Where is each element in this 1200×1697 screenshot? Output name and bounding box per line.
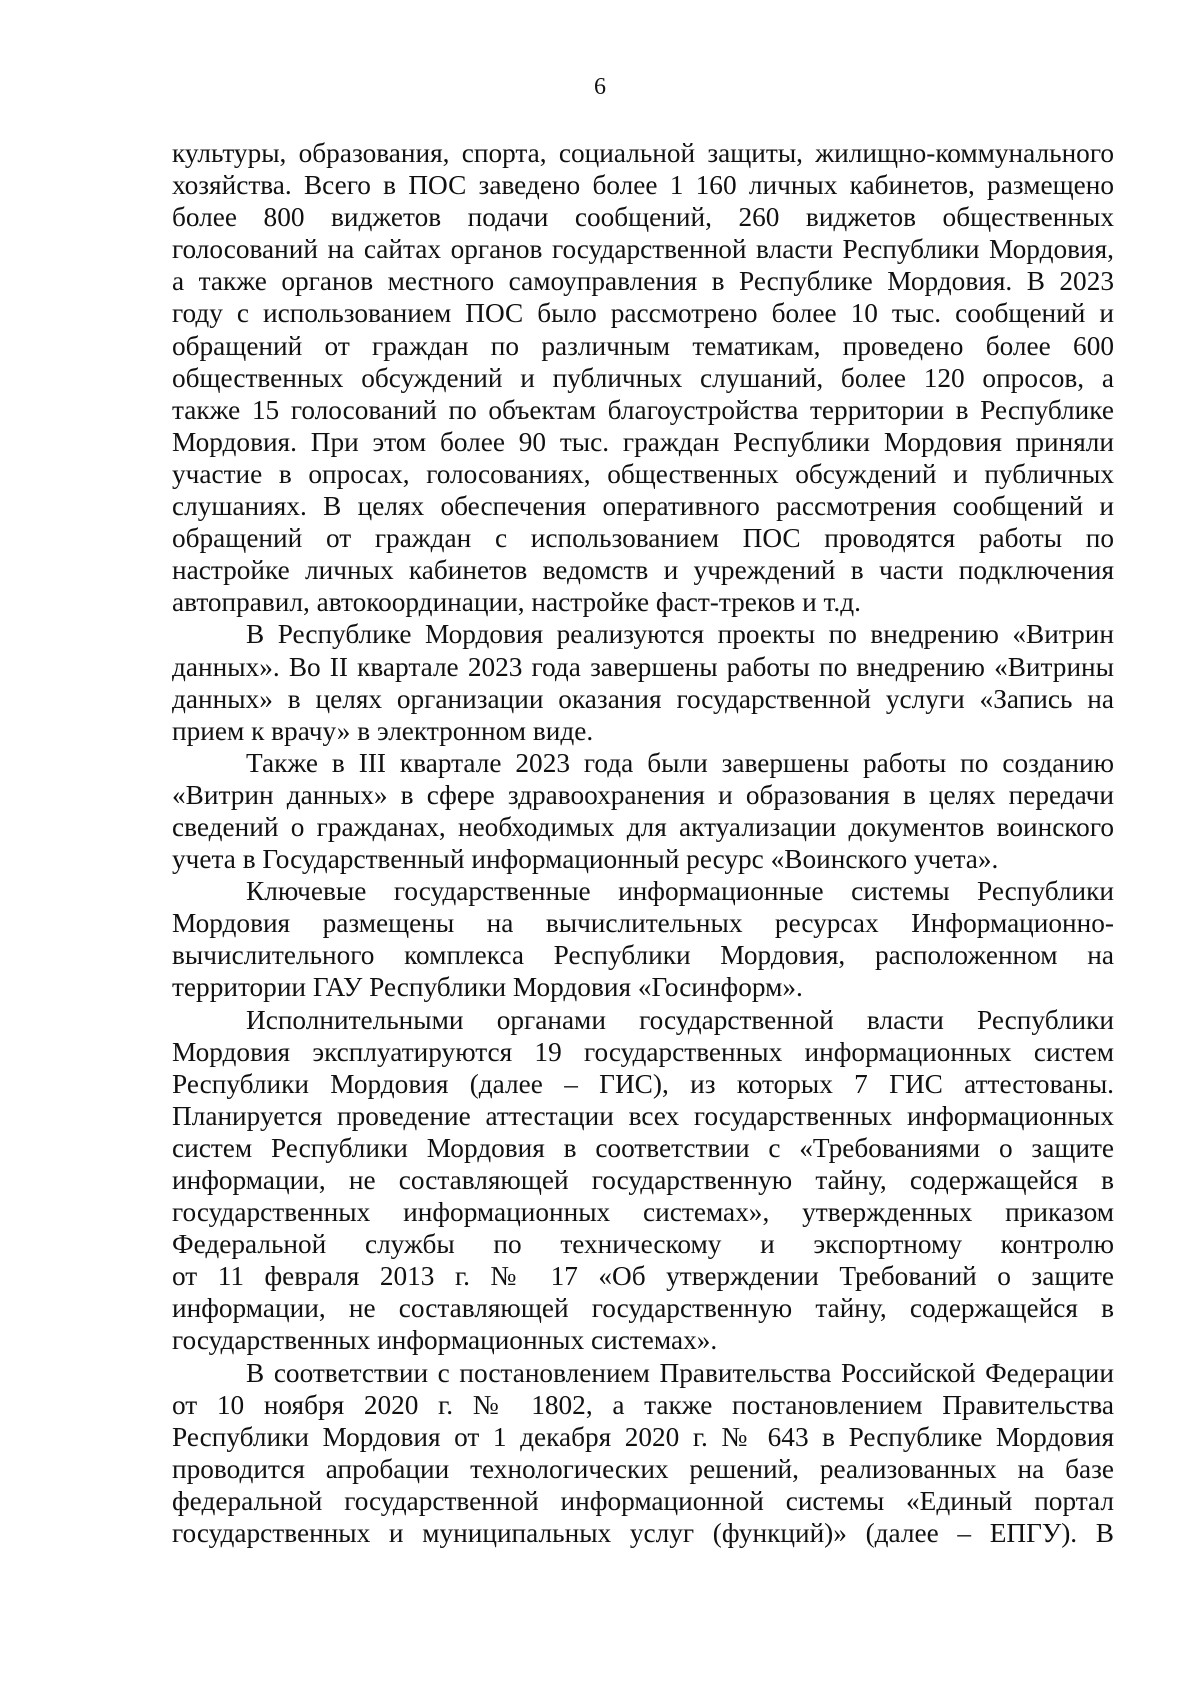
text-line: государственных информационных системах». bbox=[172, 1325, 718, 1356]
text-line: В соответствии с постановлением Правительства Российской Федерации bbox=[246, 1357, 1114, 1388]
text-line: обращений от граждан с использованием ПОС проводятся работы по bbox=[172, 523, 1114, 554]
text-line: участие в опросах, голосованиях, общественных обсуждений и публичных bbox=[172, 458, 1114, 489]
text-line: Республики Мордовия от 1 декабря 2020 г. № 643 в Республике Мордовия bbox=[172, 1421, 1114, 1452]
text-line: Планируется проведение аттестации всех государственных информационных bbox=[172, 1100, 1114, 1131]
text-line: прием к врачу» в электронном виде. bbox=[172, 715, 594, 746]
text-line: более 800 виджетов подачи сообщений, 260 виджетов общественных bbox=[172, 202, 1114, 233]
paragraph bbox=[172, 747, 1114, 875]
text-line: систем Республики Мордовия в соответствии с «Требованиями о защите bbox=[172, 1132, 1114, 1163]
text-line: от 11 февраля 2013 г. № 17 «Об утверждении Требований о защите bbox=[172, 1261, 1114, 1292]
text-line: году с использованием ПОС было рассмотрено более 10 тыс. сообщений и bbox=[172, 298, 1114, 329]
text-line: общественных обсуждений и публичных слушаний, более 120 опросов, а bbox=[172, 362, 1114, 393]
text-line: В Республике Мордовия реализуются проекты по внедрению «Витрин bbox=[246, 619, 1114, 650]
text-line: Также в III квартале 2023 года были завершены работы по созданию bbox=[246, 747, 1114, 778]
text-line: от 10 ноября 2020 г. № 1802, а также постановлением Правительства bbox=[172, 1389, 1114, 1420]
text-line: Исполнительными органами государственной власти Республики bbox=[246, 1004, 1114, 1035]
text-line: государственных информационных системах», утвержденных приказом bbox=[172, 1197, 1114, 1228]
text-line: территории ГАУ Республики Мордовия «Госинформ». bbox=[172, 972, 803, 1003]
text-line: данных». Во II квартале 2023 года завершены работы по внедрению «Витрины bbox=[172, 651, 1114, 682]
text-line: голосований на сайтах органов государственной власти Республики Мордовия, bbox=[172, 234, 1114, 265]
text-line: «Витрин данных» в сфере здравоохранения и образования в целях передачи bbox=[172, 779, 1114, 810]
text-line: а также органов местного самоуправления в Республике Мордовия. В 2023 bbox=[172, 266, 1114, 297]
text-line: вычислительного комплекса Республики Мордовия, расположенном на bbox=[172, 940, 1114, 971]
text-line: слушаниях. В целях обеспечения оперативного рассмотрения сообщений и bbox=[172, 491, 1114, 522]
text-line: данных» в целях организации оказания государственной услуги «Запись на bbox=[172, 683, 1114, 714]
text-line: автоправил, автокоординации, настройке фаст-треков и т.д. bbox=[172, 587, 861, 618]
paragraph bbox=[172, 1357, 1114, 1550]
text-line: Мордовия размещены на вычислительных ресурсах Информационно- bbox=[172, 908, 1114, 939]
text-line: Ключевые государственные информационные системы Республики bbox=[246, 876, 1114, 907]
text-line: настройке личных кабинетов ведомств и учреждений в части подключения bbox=[172, 555, 1114, 586]
text-line: обращений от граждан по различным тематикам, проведено более 600 bbox=[172, 330, 1114, 361]
text-line: Республики Мордовия (далее – ГИС), из которых 7 ГИС аттестованы. bbox=[172, 1068, 1114, 1099]
text-line: учета в Государственный информационный ресурс «Воинского учета». bbox=[172, 844, 999, 875]
text-line: Мордовия эксплуатируются 19 государственных информационных систем bbox=[172, 1036, 1114, 1067]
text-line: федеральной государственной информационной системы «Единый портал bbox=[172, 1485, 1114, 1516]
paragraph bbox=[172, 875, 1114, 1003]
paragraph bbox=[172, 618, 1114, 746]
text-line: Мордовия. При этом более 90 тыс. граждан Республики Мордовия приняли bbox=[172, 426, 1114, 457]
paragraph bbox=[172, 137, 1114, 618]
page-number: 6 bbox=[594, 74, 606, 100]
paragraph bbox=[172, 1004, 1114, 1357]
text-line: Федеральной службы по техническому и экспортному контролю bbox=[172, 1229, 1114, 1260]
text-line: культуры, образования, спорта, социальной защиты, жилищно-коммунального bbox=[172, 138, 1114, 168]
text-line: также 15 голосований по объектам благоустройства территории в Республике bbox=[172, 394, 1114, 425]
text-line: хозяйства. Всего в ПОС заведено более 1 160 личных кабинетов, размещено bbox=[172, 170, 1114, 201]
document-body bbox=[172, 137, 1114, 1549]
text-line: государственных и муниципальных услуг (функций)» (далее – ЕПГУ). В bbox=[172, 1518, 1114, 1549]
text-line: сведений о гражданах, необходимых для актуализации документов воинского bbox=[172, 811, 1114, 842]
text-line: проводится апробации технологических решений, реализованных на базе bbox=[172, 1453, 1114, 1484]
text-line: информации, не составляющей государственную тайну, содержащейся в bbox=[172, 1165, 1114, 1195]
text-line: информации, не составляющей государственную тайну, содержащейся в bbox=[172, 1293, 1114, 1324]
